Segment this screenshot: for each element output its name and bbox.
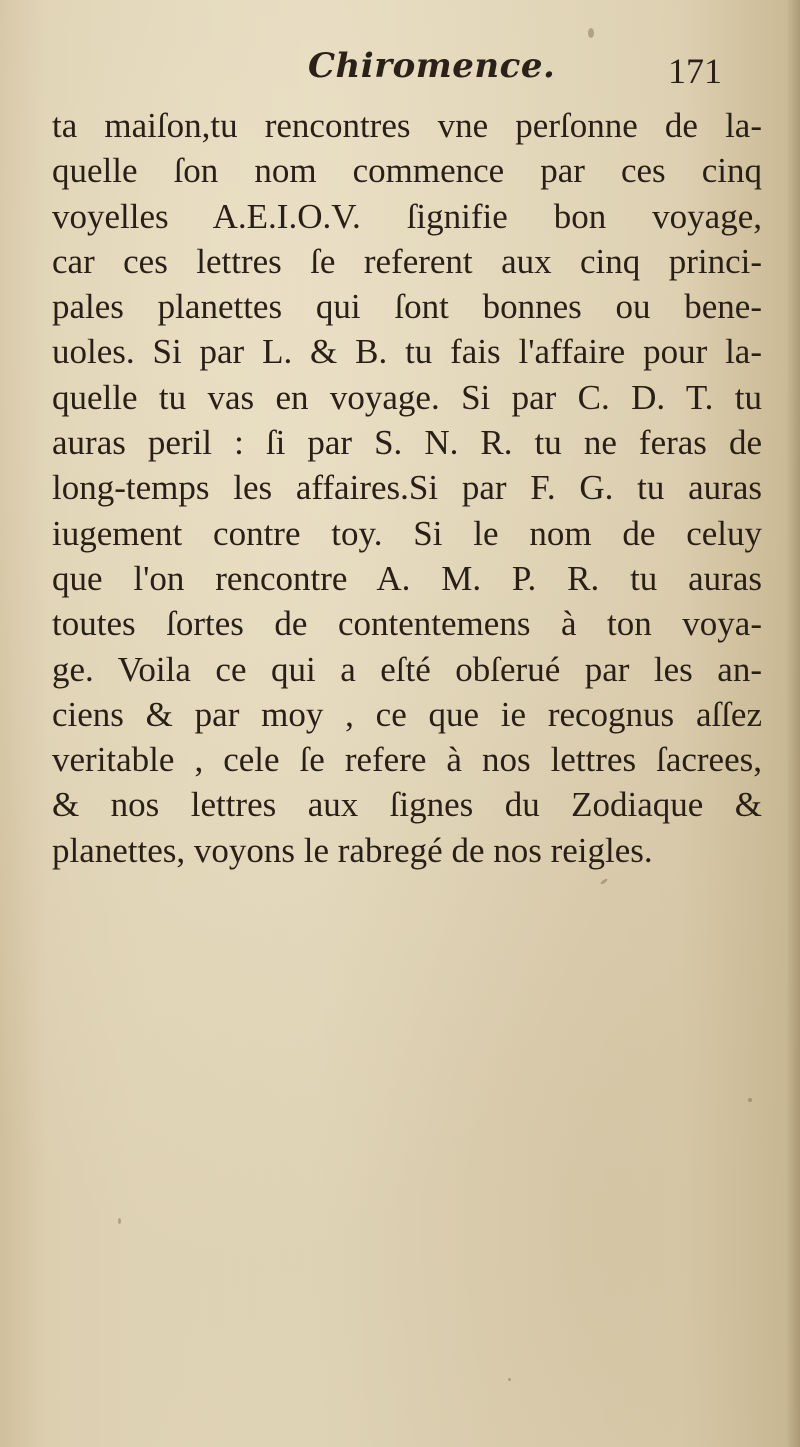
text-line: que l'on rencontre A. M. P. R. tu auras [52, 558, 762, 598]
running-title: Chiromence. [308, 46, 556, 86]
paper-speck [118, 1218, 121, 1224]
paper-speck [588, 28, 594, 38]
page-number: 171 [668, 51, 722, 91]
text-line: quelle tu vas en voyage. Si par C. D. T. tu [52, 377, 762, 417]
text-line: uoles. Si par L. & B. tu fais l'affaire pour la- [52, 332, 762, 372]
body-text [52, 103, 762, 873]
text-line: ta maiſon,tu rencontres vne perſonne de la- [52, 106, 762, 145]
text-line: ciens & par moy , ce que ie recognus aſſez [52, 694, 762, 734]
text-line: quelle ſon nom commence par ces cinq [52, 151, 762, 191]
page-header [0, 46, 800, 106]
text-line: auras peril : ſi par S. N. R. tu ne feras de [52, 423, 762, 463]
text-line: voyelles A.E.I.O.V. ſignifie bon voyage, [52, 196, 762, 236]
text-line: toutes ſortes de contentemens à ton voya- [52, 604, 762, 644]
text-line: long-temps les affaires.Si par F. G. tu auras [52, 468, 762, 508]
text-line: ge. Voila ce qui a eſté obſerué par les an- [52, 649, 762, 689]
text-line: veritable , cele ſe refere à nos lettres ſacrees, [52, 740, 762, 780]
text-line: iugement contre toy. Si le nom de celuy [52, 513, 762, 553]
text-line: planettes, voyons le rabregé de nos reigles. [52, 830, 653, 870]
paper-speck [508, 1378, 511, 1381]
paper-speck [748, 1098, 752, 1102]
page-edge-shadow [786, 0, 800, 1447]
text-line: pales planettes qui ſont bonnes ou bene- [52, 287, 762, 327]
text-line: & nos lettres aux ſignes du Zodiaque & [52, 785, 762, 825]
paper-speck [600, 878, 608, 885]
text-line: car ces lettres ſe referent aux cinq princi- [52, 241, 762, 281]
